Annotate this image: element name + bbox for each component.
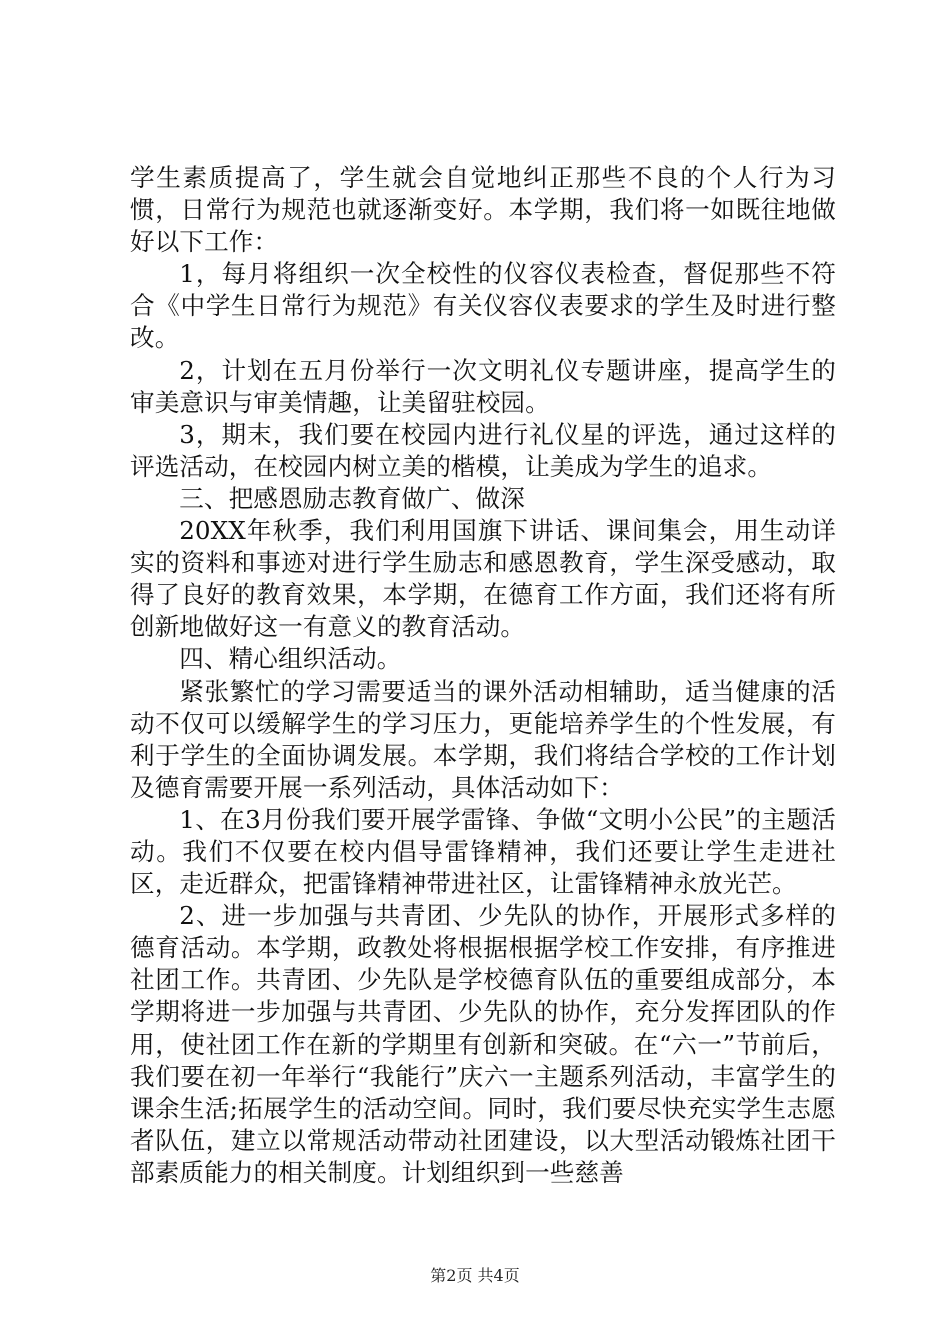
paragraph: 3，期末，我们要在校园内进行礼仪星的评选，通过这样的评选活动，在校园内树立美的楷模，让美成为学生的追求。 xyxy=(130,419,836,481)
section-heading: 三、把感恩励志教育做广、做深 xyxy=(179,483,525,513)
paragraph: 1，每月将组织一次全校性的仪容仪表检查，督促那些不符合《中学生日常行为规范》有关仪容仪表要求的学生及时进行整改。 xyxy=(130,259,836,353)
paragraph: 20XX年秋季，我们利用国旗下讲话、课间集会，用生动详实的资料和事迹对进行学生励志和感恩教育，学生深受感动，取得了良好的教育效果，本学期，在德育工作方面，我们还将有所创新地做好这一有意义的教育活动。 xyxy=(130,516,836,642)
paragraph: 学生素质提高了，学生就会自觉地纠正那些不良的个人行为习惯，日常行为规范也就逐渐变好。本学期，我们将一如既往地做好以下工作： xyxy=(130,163,836,257)
paragraph: 2，计划在五月份举行一次文明礼仪专题讲座，提高学生的审美意识与审美情趣，让美留驻校园。 xyxy=(130,355,836,417)
paragraph: 2、进一步加强与共青团、少先队的协作，开展形式多样的德育活动。本学期，政教处将根据根据学校工作安排，有序推进社团工作。共青团、少先队是学校德育队伍的重要组成部分，本学期将进一步加强与共青团、少先队的协作，充分发挥团队的作用，使社团工作在新的学期里有创新和突破。在“六一”节前后，我们要在初一年举行“我能行”庆六一主题系列活动，丰富学生的课余生活;拓展学生的活动空间。同时，我们要尽快充实学生志愿者队伍，建立以常规活动带动社团建设，以大型活动锻炼社团干部素质能力的相关制度。计划组织到一些慈善 xyxy=(130,901,836,1187)
section-heading: 四、精心组织活动。 xyxy=(179,644,402,674)
document-body xyxy=(130,162,836,1189)
paragraph: 紧张繁忙的学习需要适当的课外活动相辅助，适当健康的活动不仅可以缓解学生的学习压力，更能培养学生的个性发展，有利于学生的全面协调发展。本学期，我们将结合学校的工作计划及德育需要开展一系列活动，具体活动如下： xyxy=(130,676,836,802)
page-number-footer: 第2页 共4页 xyxy=(430,1266,520,1285)
paragraph: 1、在3月份我们要开展学雷锋、争做“文明小公民”的主题活动。我们不仅要在校内倡导雷锋精神，我们还要让学生走进社区，走近群众，把雷锋精神带进社区，让雷锋精神永放光芒。 xyxy=(130,804,836,899)
